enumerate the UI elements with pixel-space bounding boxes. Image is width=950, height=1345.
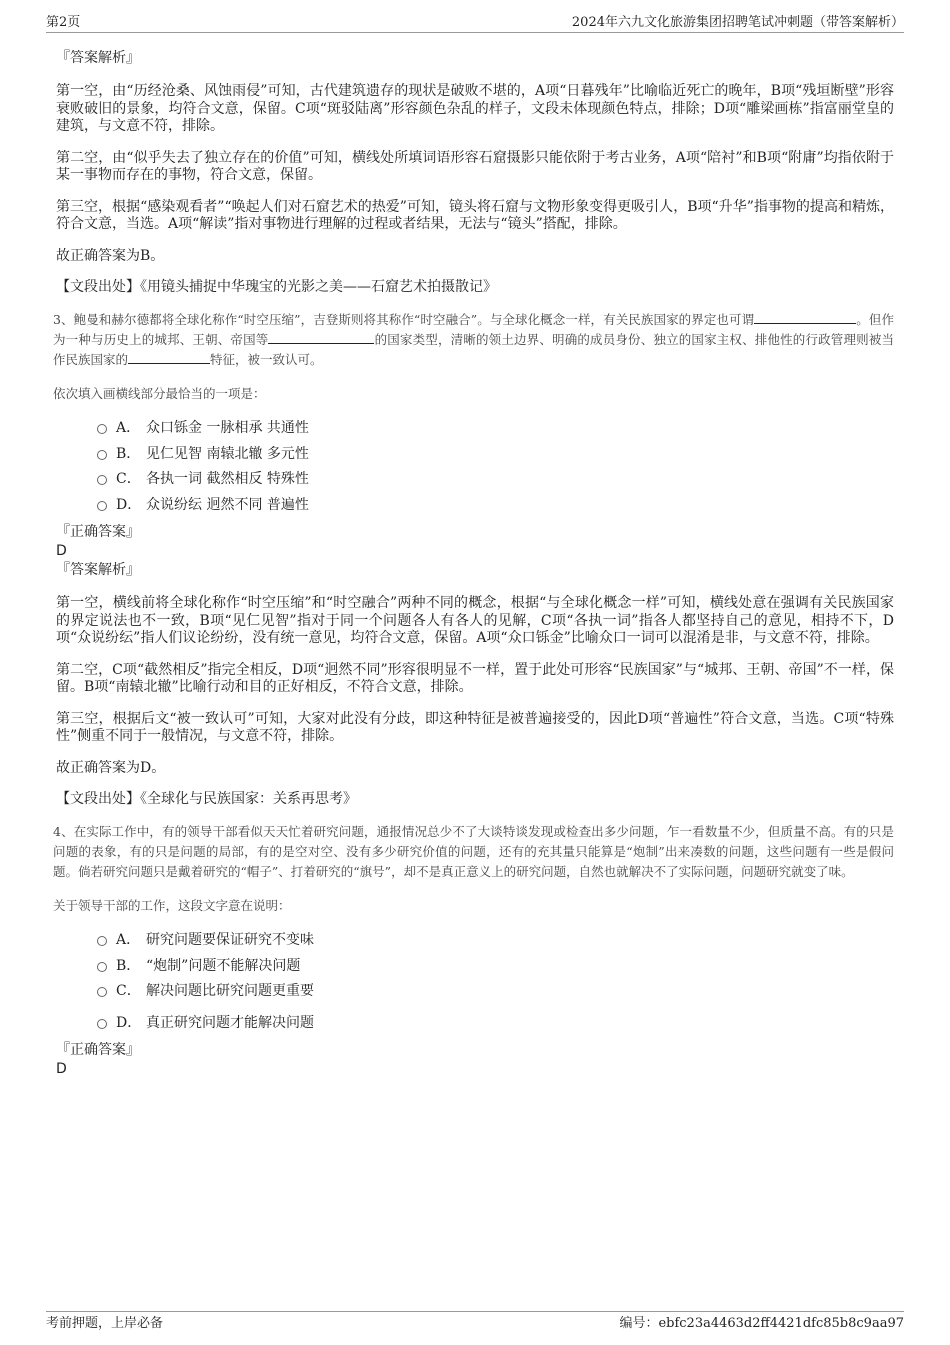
- radio-icon[interactable]: [97, 936, 107, 946]
- document-id: 编号：ebfc23a4463d2ff4421dfc85b8c9aa97: [619, 1316, 904, 1331]
- q3-prompt: 依次填入画横线部分最恰当的一项是：: [53, 386, 266, 401]
- blank-3: [128, 351, 210, 364]
- q3-conclusion: 故正确答案为D。: [56, 759, 166, 776]
- q2-conclusion: 故正确答案为B。: [56, 247, 165, 264]
- q4-answer-label: 『正确答案』: [56, 1042, 140, 1058]
- q3-option-b[interactable]: B． 见仁见智 南辕北辙 多元性: [56, 444, 894, 470]
- footer-slogan: 考前押题，上岸必备: [46, 1316, 164, 1331]
- radio-icon[interactable]: [97, 475, 107, 485]
- q4-option-d[interactable]: D． 真正研究问题才能解决问题: [56, 1013, 894, 1039]
- radio-icon[interactable]: [97, 962, 107, 972]
- blank-2: [268, 331, 374, 344]
- page-footer: [46, 1311, 904, 1332]
- q4-option-c[interactable]: C． 解决问题比研究问题更重要: [56, 981, 894, 1007]
- q3-source: 【文段出处】《全球化与民族国家：关系再思考》: [56, 791, 357, 807]
- q2-analysis-p2: 第二空，由“似乎失去了独立存在的价值”可知，横线处所填词语形容石窟摄影只能依附于考古业务，A项“陪衬”和B项“附庸”均指依附于某一事物而存在的事物，符合文意，保留。: [56, 149, 894, 183]
- q3-analysis-p1: 第一空，横线前将全球化称作“时空压缩”和“时空融合”两种不同的概念，根据“与全球化概念一样”可知，横线处意在强调有关民族国家的界定说法也不一致，B项“见仁见智”指对于同一个问题各人有各人的见解，C项“各执一词”指各人都坚持自己的意见，相持不下，D项“众说纷纭”指人们议论纷纷，没有统一意见，均符合文意，保留。A项“众口铄金”比喻众口一词可以混淆是非，与文意不符，排除。: [56, 595, 894, 646]
- q3-answer: D: [56, 543, 67, 559]
- q3-answer-label: 『正确答案』: [56, 524, 140, 540]
- page-header: [46, 12, 904, 33]
- q3-analysis-p2: 第二空，C项“截然相反”指完全相反，D项“迥然不同”形容很明显不一样，置于此处可形容“民族国家”与“城邦、王朝、帝国”不一样，保留。B项“南辕北辙”比喻行动和目的正好相反，不符合文意，排除。: [56, 661, 894, 695]
- q2-source: 【文段出处】《用镜头捕捉中华瑰宝的光影之美——石窟艺术拍摄散记》: [56, 279, 497, 295]
- radio-icon[interactable]: [97, 501, 107, 511]
- q2-analysis-label: 『答案解析』: [56, 50, 140, 66]
- q2-analysis-p1: 第一空，由“历经沧桑、风蚀雨侵”可知，古代建筑遗存的现状是破败不堪的，A项“日暮残年”比喻临近死亡的晚年，B项“残垣断壁”形容衰败破旧的景象，均符合文意，保留。C项“斑驳陆离”形容颜色杂乱的样子，文段未体现颜色特点，排除；D项“雕梁画栋”指富丽堂皇的建筑，与文意不符，排除。: [56, 83, 894, 134]
- q4-prompt: 关于领导干部的工作，这段文字意在说明：: [53, 898, 291, 913]
- blank-1: [754, 311, 842, 324]
- q4-stem: 4、在实际工作中，有的领导干部看似天天忙着研究问题，通报情况总少不了大谈特谈发现或检查出多少问题，乍一看数量不少，但质量不高。有的只是问题的表象，有的只是问题的局部，有的是空对空、没有多少研究价值的问题，还有的充其量只能算是“炮制”出来凑数的问题，这些问题有一些是假问题。倘若研究问题只是戴着研究的“帽子”、打着研究的“旗号”，却不是真正意义上的研究问题，自然也就解决不了实际问题，问题研究就变了味。: [53, 824, 894, 879]
- q3-analysis-p3: 第三空，根据后文“被一致认可”可知，大家对此没有分歧，即这种特征是被普遍接受的，因此D项“普遍性”符合文意，当选。C项“特殊性”侧重不同于一般情况，与文意不符，排除。: [56, 710, 894, 744]
- radio-icon[interactable]: [97, 987, 107, 997]
- q4-answer: D: [56, 1061, 67, 1077]
- page-number: 第2页: [46, 15, 81, 30]
- page-content: [53, 44, 894, 1078]
- q4-option-a[interactable]: A． 研究问题要保证研究不变味: [56, 930, 894, 956]
- q3-option-a[interactable]: A． 众口铄金 一脉相承 共通性: [56, 418, 894, 444]
- document-title: 2024年六九文化旅游集团招聘笔试冲刺题（带答案解析）: [571, 15, 904, 30]
- q4-options: [56, 930, 894, 1038]
- q2-analysis-p3: 第三空，根据“感染观看者”“唤起人们对石窟艺术的热爱”可知，镜头将石窟与文物形象变得更吸引人，B项“升华”指事物的提高和精炼，符合文意，当选。A项“解读”指对事物进行理解的过程或者结果，无法与“镜头”搭配，排除。: [56, 198, 894, 232]
- q3-stem: 3、鲍曼和赫尔德都将全球化称作“时空压缩”，吉登斯则将其称作“时空融合”。与全球化概念一样，有关民族国家的界定也可谓 。但作为一种与历史上的城邦、王朝、帝国等 的国家类型，清晰的领土边界、明确的成员身份、独立的国家主权、排他性的行政管理则被当作民族国家的 特征，被一致认可。: [53, 312, 894, 367]
- q3-options: [56, 418, 894, 520]
- q3-analysis-label: 『答案解析』: [56, 562, 140, 578]
- q3-option-d[interactable]: D． 众说纷纭 迥然不同 普遍性: [56, 495, 894, 521]
- q3-option-c[interactable]: C． 各执一词 截然相反 特殊性: [56, 469, 894, 495]
- q4-option-b[interactable]: B． “炮制”问题不能解决问题: [56, 956, 894, 982]
- radio-icon[interactable]: [97, 424, 107, 434]
- blank-1-cont: [842, 311, 856, 324]
- radio-icon[interactable]: [97, 1019, 107, 1029]
- radio-icon[interactable]: [97, 450, 107, 460]
